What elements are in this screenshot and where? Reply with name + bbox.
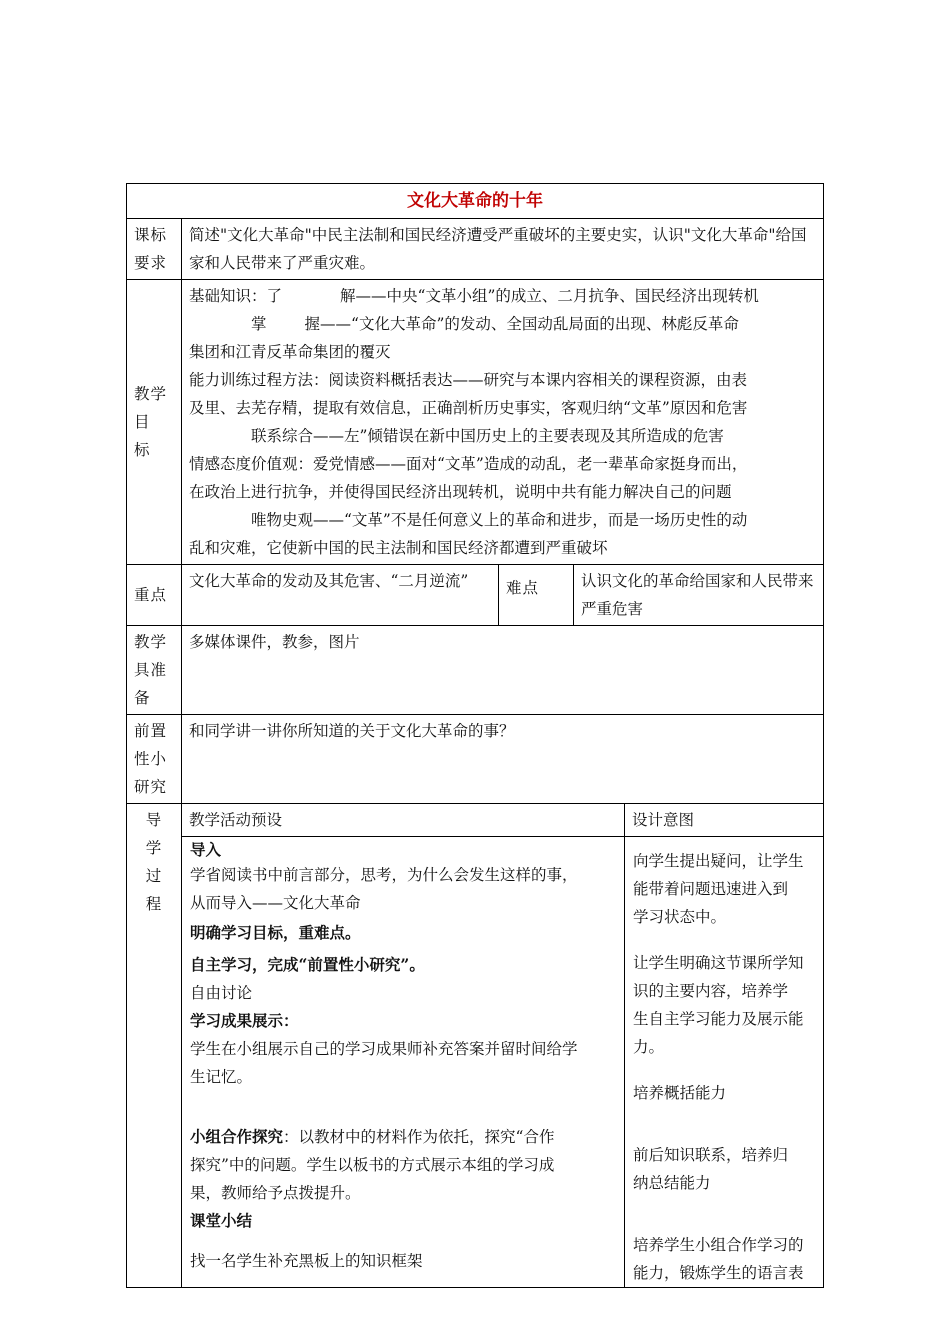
coop-text-cont: 探究”中的问题。学生以板书的方式展示本组的学习成 xyxy=(190,1156,555,1174)
goal-emotion-cont: 在政治上进行抗争，并使得国民经济出现转机，说明中共有能力解决自己的问题 xyxy=(189,483,732,501)
goal-ability-cont: 及里、去芜存精，提取有效信息，正确剖析历史事实，客观归纳“文革”原因和危害 xyxy=(189,399,748,417)
goals-row xyxy=(127,280,824,565)
show-heading: 学习成果展示： xyxy=(190,1011,299,1030)
intent-column-header: 设计意图 xyxy=(625,804,824,837)
key-point-text: 文化大革命的发动及其危害、“二月逆流” xyxy=(182,565,499,626)
difficult-point-label: 难点 xyxy=(499,565,574,626)
pre-study-label: 前置 性小 研究 xyxy=(127,715,182,804)
goal-master: 掌 握——“文化大革命”的发动、全国动乱局面的出现、林彪反革命 xyxy=(251,315,739,333)
process-label: 导 学 过 程 xyxy=(127,804,182,1288)
activity-content xyxy=(182,837,625,1288)
difficult-point-text: 认识文化的革命给国家和人民带来严重危害 xyxy=(574,565,824,626)
summary-heading: 课堂小结 xyxy=(190,1211,253,1230)
curriculum-text: 简述"文化大革命"中民主法制和国民经济遭受严重破坏的主要史实，认识"文化大革命"给国家和人民带来了严重灾难。 xyxy=(182,219,824,280)
goal-materialism-cont: 乱和灾难，它使新中国的民主法制和国民经济都遭到严重破坏 xyxy=(189,539,608,557)
intro-text: 学省阅读书中前言部分，思考，为什么会发生这样的事， xyxy=(190,866,578,884)
tools-text: 多媒体课件，教参，图片 xyxy=(182,626,824,715)
summary-text: 找一名学生补充黑板上的知识框架 xyxy=(190,1252,423,1270)
intent-5: 培养学生小组合作学习的 能力，锻炼学生的语言表 xyxy=(633,1236,804,1282)
goal-emotion: 情感态度价值观：爱党情感——面对“文革”造成的动乱，老一辈革命家挺身而出， xyxy=(189,455,748,473)
lesson-plan-table xyxy=(126,183,824,1288)
intent-content xyxy=(625,837,824,1288)
goal-basic: 基础知识：了 解——中央“文革小组”的成立、二月抗争、国民经济出现转机 xyxy=(189,287,759,305)
coop-text: 小组合作探究：以教材中的材料作为依托，探究“合作 xyxy=(190,1127,555,1146)
title-row xyxy=(127,184,824,219)
goal-ability: 能力训练过程方法：阅读资料概括表达——研究与本课内容相关的课程资源，由表 xyxy=(189,371,748,389)
goal-ability-link: 联系综合——左”倾错误在新中国历史上的主要表现及其所造成的危害 xyxy=(251,427,724,445)
process-head-row xyxy=(127,804,824,837)
goal-materialism: 唯物史观——“文革”不是任何意义上的革命和进步，而是一场历史性的动 xyxy=(251,511,748,529)
goal-master-cont: 集团和江青反革命集团的覆灭 xyxy=(189,343,391,361)
key-point-label: 重点 xyxy=(127,565,182,626)
goals-heading: 明确学习目标，重难点。 xyxy=(190,923,361,942)
show-text: 学生在小组展示自己的学习成果师补充答案并留时间给学 xyxy=(190,1040,578,1058)
self-study-heading: 自主学习，完成“前置性小研究”。 xyxy=(190,955,425,974)
goals-content xyxy=(182,280,824,565)
process-content-row xyxy=(127,837,824,1288)
free-discussion: 自由讨论 xyxy=(190,984,253,1002)
tools-row xyxy=(127,626,824,715)
intent-3: 培养概括能力 xyxy=(633,1084,727,1102)
intro-text-cont: 从而导入——文化大革命 xyxy=(190,894,361,912)
show-text-cont: 生记忆。 xyxy=(190,1068,253,1086)
intent-4: 前后知识联系，培养归 纳总结能力 xyxy=(633,1146,789,1192)
intro-heading: 导入 xyxy=(190,840,222,859)
focus-row xyxy=(127,565,824,626)
intent-1: 向学生提出疑问，让学生 能带着问题迅速进入到 学习状态中。 xyxy=(633,852,804,926)
page-title: 文化大革命的十年 xyxy=(127,184,824,219)
coop-text-end: 果，教师给予点拨提升。 xyxy=(190,1184,361,1202)
curriculum-label: 课标 要求 xyxy=(127,219,182,280)
goals-label: 教学 目 标 xyxy=(127,280,182,565)
intent-2: 让学生明确这节课所学知 识的主要内容，培养学 生自主学习能力及展示能 力。 xyxy=(633,954,804,1056)
activity-column-header: 教学活动预设 xyxy=(182,804,625,837)
pre-study-text: 和同学讲一讲你所知道的关于文化大革命的事？ xyxy=(182,715,824,804)
pre-study-row xyxy=(127,715,824,804)
tools-label: 教学 具准 备 xyxy=(127,626,182,715)
curriculum-row xyxy=(127,219,824,280)
